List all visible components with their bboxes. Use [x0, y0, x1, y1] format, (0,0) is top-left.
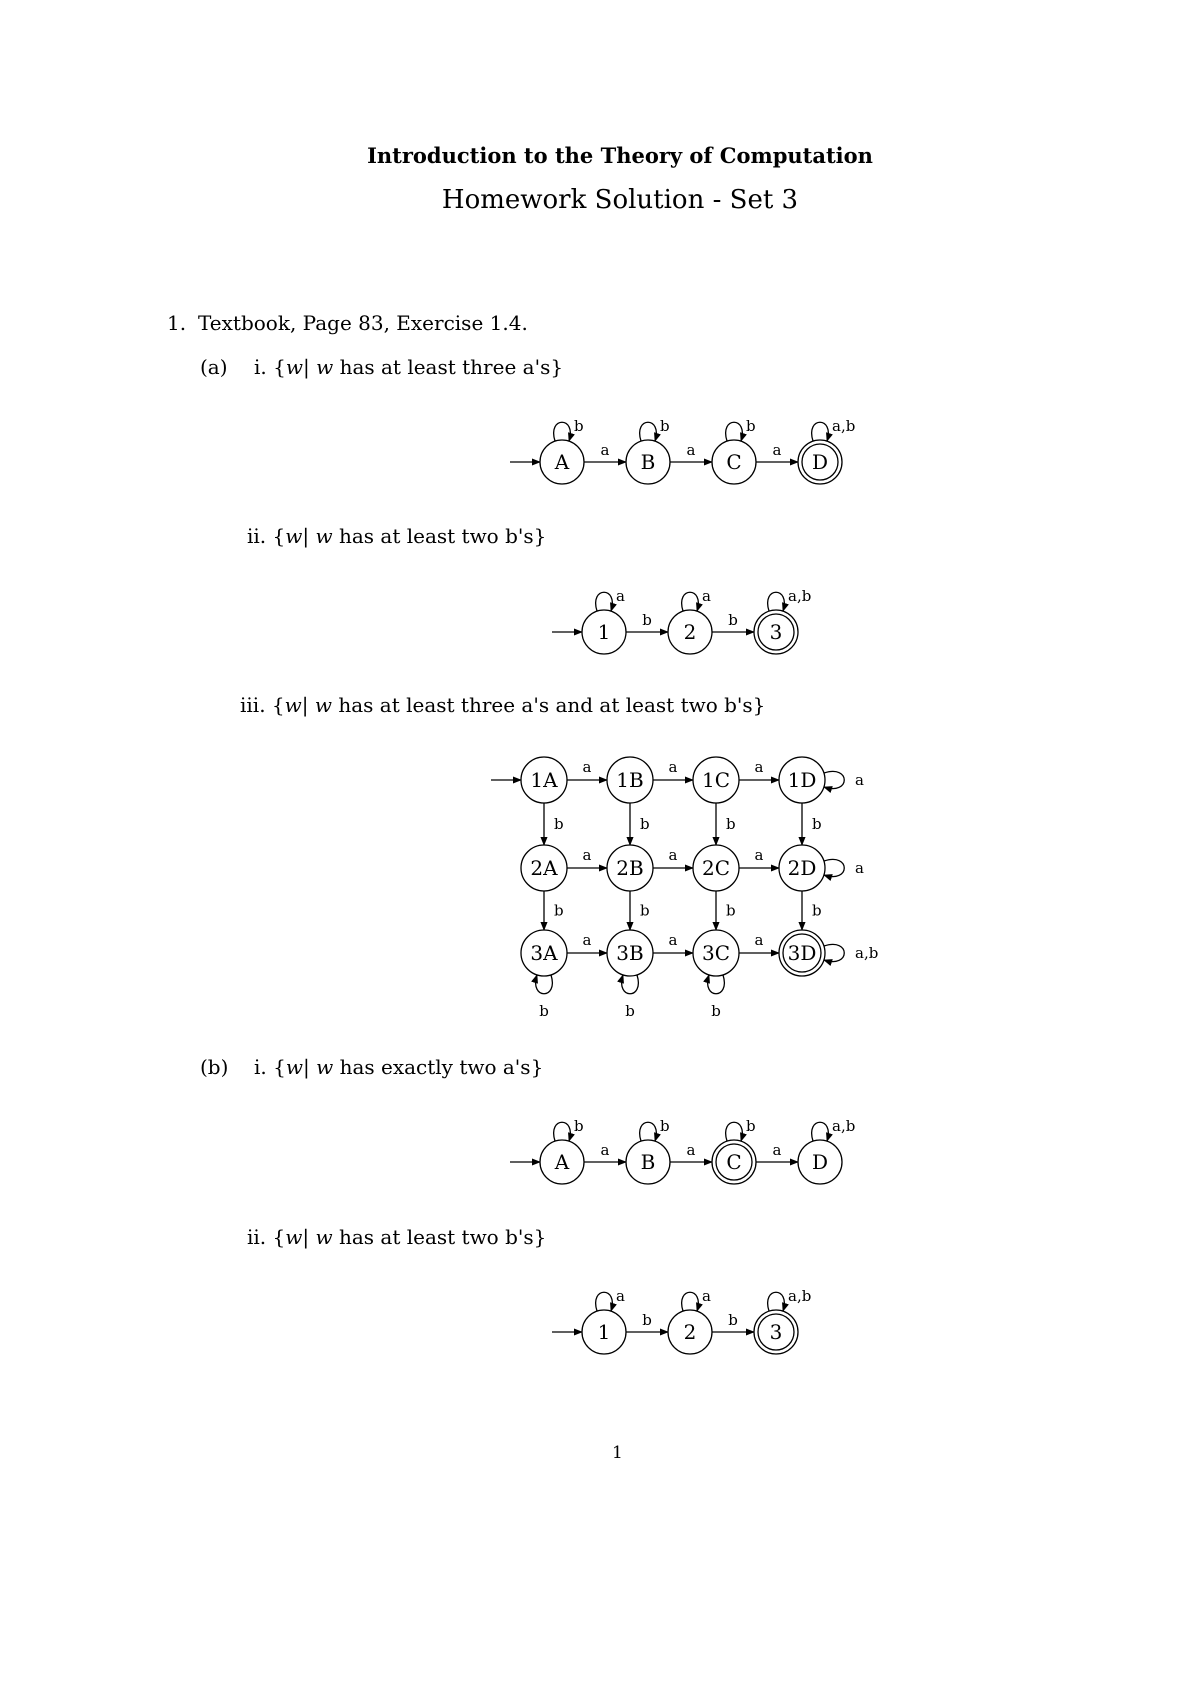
state-label: 1: [597, 1320, 611, 1344]
self-loop: [726, 1122, 743, 1141]
self-loop: [812, 422, 829, 441]
self-loop-label: a,b: [788, 587, 812, 605]
item-number: i.: [254, 1055, 267, 1079]
self-loop: [596, 1292, 613, 1311]
bar: |: [302, 1225, 310, 1249]
self-loop-label: b: [625, 1002, 635, 1020]
self-loop-label: a: [855, 859, 864, 877]
self-loop-label: b: [574, 1117, 584, 1135]
self-loop-label: b: [574, 417, 584, 435]
var-w: w: [316, 1055, 334, 1079]
state-label: 3: [769, 620, 783, 644]
state-label: D: [811, 450, 829, 474]
brace: {: [272, 1225, 286, 1249]
var-w: w: [285, 355, 303, 379]
var-w: w: [285, 1055, 303, 1079]
transition-label: b: [728, 1311, 738, 1329]
self-loop: [824, 771, 844, 788]
state-label: A: [554, 1150, 570, 1174]
state-label: 2A: [530, 856, 558, 880]
problem-text: Textbook, Page 83, Exercise 1.4.: [198, 311, 528, 335]
self-loop: [682, 1292, 699, 1311]
dfa-a-ii-diagram: [0, 580, 1200, 660]
bar: |: [302, 355, 310, 379]
self-loop: [768, 592, 785, 611]
transition-label: b: [640, 815, 650, 833]
state-label: 3A: [530, 941, 558, 965]
transition-label: a: [686, 441, 696, 459]
self-loop: [824, 859, 844, 876]
brace: {: [273, 1055, 286, 1079]
self-loop: [622, 975, 639, 994]
self-loop-label: b: [660, 417, 670, 435]
state-label: B: [640, 450, 656, 474]
item-a-i: [254, 355, 563, 379]
self-loop-label: a: [702, 587, 711, 605]
var-w: w: [285, 1225, 303, 1249]
state-label: A: [554, 450, 570, 474]
part-a-label: (a): [200, 355, 228, 379]
transition-label: a: [686, 1141, 696, 1159]
transition-label: b: [726, 901, 736, 920]
language-desc: has at least three a's and at least two b's}: [332, 693, 766, 717]
self-loop-label: a,b: [855, 944, 879, 962]
self-loop: [640, 422, 657, 441]
state-label: 1B: [616, 768, 644, 792]
state-label: 3: [769, 1320, 783, 1344]
transition-label: b: [726, 815, 736, 833]
transition-label: a: [600, 441, 610, 459]
problem-number: 1.: [167, 311, 187, 335]
item-number: ii.: [247, 1225, 267, 1249]
var-w: w: [315, 1225, 333, 1249]
self-loop: [554, 422, 571, 441]
item-a-iii: [240, 693, 765, 717]
self-loop: [536, 975, 553, 994]
self-loop: [596, 592, 613, 611]
self-loop-label: b: [660, 1117, 670, 1135]
transition-label: a: [600, 1141, 610, 1159]
var-w: w: [285, 524, 303, 548]
transition-label: b: [554, 901, 564, 920]
transition-label: a: [582, 758, 592, 776]
item-b-i: [254, 1055, 543, 1079]
self-loop: [682, 592, 699, 611]
brace: {: [271, 693, 285, 717]
transition-label: b: [642, 1311, 652, 1329]
language-desc: has at least two b's}: [332, 1225, 547, 1249]
self-loop-label: a: [616, 587, 625, 605]
brace: {: [273, 355, 286, 379]
transition-label: a: [668, 846, 678, 864]
document-subtitle: Homework Solution - Set 3: [441, 185, 799, 215]
item-number: iii.: [240, 693, 266, 717]
state-label: 1C: [701, 768, 731, 792]
item-a-ii: [247, 524, 546, 548]
dfa-b-i-diagram: [0, 1110, 1200, 1190]
self-loop-label: a: [616, 1287, 625, 1305]
brace: {: [272, 524, 286, 548]
bar: |: [301, 693, 309, 717]
var-w: w: [315, 524, 333, 548]
self-loop-label: a,b: [832, 417, 856, 435]
self-loop: [824, 944, 844, 961]
state-label: 2D: [787, 856, 817, 880]
bar: |: [302, 524, 310, 548]
state-label: C: [726, 1150, 742, 1174]
document-title: Introduction to the Theory of Computation: [367, 143, 873, 168]
state-label: 1: [597, 620, 611, 644]
item-number: ii.: [247, 524, 267, 548]
state-label: 2: [683, 620, 697, 644]
self-loop-label: b: [539, 1002, 549, 1020]
self-loop-label: a,b: [832, 1117, 856, 1135]
var-w: w: [284, 693, 302, 717]
state-label: 2B: [616, 856, 644, 880]
transition-label: a: [582, 846, 592, 864]
dfa-a-iii-diagram: [0, 750, 1200, 1030]
state-label: 3B: [616, 941, 644, 965]
self-loop: [726, 422, 743, 441]
state-label: 3D: [787, 941, 817, 965]
self-loop-label: a,b: [788, 1287, 812, 1305]
page-number: 1: [612, 1443, 623, 1463]
state-label: 1D: [787, 768, 817, 792]
transition-label: b: [554, 815, 564, 833]
part-b-label: (b): [200, 1055, 229, 1079]
dfa-a-i-diagram: [0, 410, 1200, 490]
self-loop: [640, 1122, 657, 1141]
state-label: 1A: [530, 768, 558, 792]
self-loop-label: b: [746, 1117, 756, 1135]
language-desc: has at least two b's}: [332, 524, 547, 548]
state-label: D: [811, 1150, 829, 1174]
self-loop: [768, 1292, 785, 1311]
transition-label: b: [812, 815, 822, 833]
state-label: 3C: [701, 941, 731, 965]
transition-label: a: [668, 931, 678, 949]
self-loop: [812, 1122, 829, 1141]
language-desc: has exactly two a's}: [333, 1055, 544, 1079]
transition-label: b: [640, 901, 650, 920]
state-label: C: [726, 450, 742, 474]
bar: |: [302, 1055, 310, 1079]
state-label: 2: [683, 1320, 697, 1344]
var-w: w: [314, 693, 332, 717]
transition-label: a: [754, 846, 764, 864]
transition-label: a: [772, 1141, 782, 1159]
transition-label: a: [772, 441, 782, 459]
state-label: B: [640, 1150, 656, 1174]
transition-label: a: [754, 758, 764, 776]
self-loop-label: b: [746, 417, 756, 435]
transition-label: a: [754, 931, 764, 949]
self-loop: [708, 975, 725, 994]
self-loop-label: a: [855, 771, 864, 789]
transition-label: b: [642, 611, 652, 629]
self-loop: [554, 1122, 571, 1141]
self-loop-label: b: [711, 1002, 721, 1020]
item-b-ii: [247, 1225, 546, 1249]
item-number: i.: [254, 355, 267, 379]
self-loop-label: a: [702, 1287, 711, 1305]
var-w: w: [316, 355, 334, 379]
transition-label: a: [668, 758, 678, 776]
state-label: 2C: [701, 856, 731, 880]
transition-label: b: [728, 611, 738, 629]
transition-label: a: [582, 931, 592, 949]
transition-label: b: [812, 901, 822, 920]
dfa-b-ii-diagram: [0, 1280, 1200, 1360]
language-desc: has at least three a's}: [333, 355, 564, 379]
